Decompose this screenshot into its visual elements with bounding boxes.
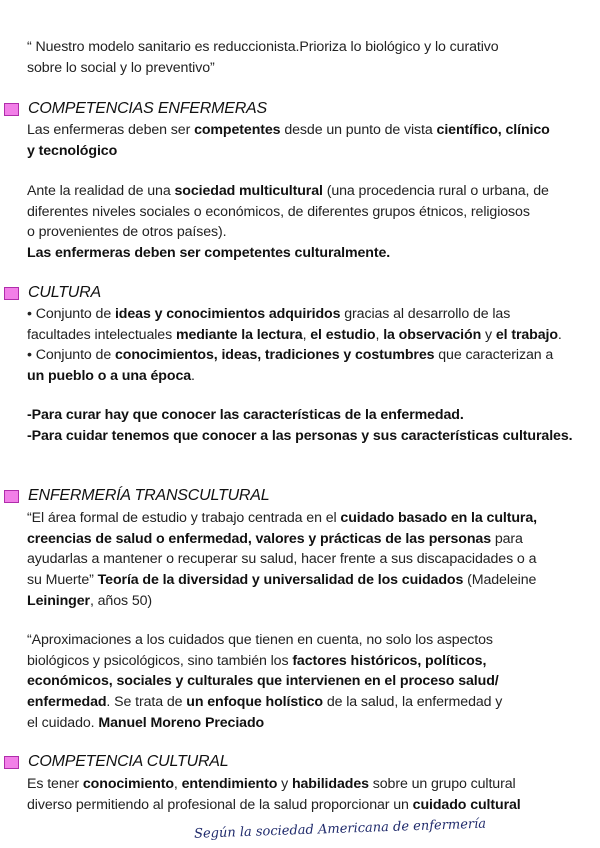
section-title: CULTURA [28, 284, 101, 301]
handwritten-note [190, 812, 530, 846]
section-heading-competencias [4, 99, 267, 119]
section-title: COMPETENCIA CULTURAL [28, 753, 229, 770]
intro-quote: “ Nuestro modelo sanitario es reduccionista.Prioriza lo biológico y lo curativo sobre lo social y lo preventivo” [27, 39, 499, 76]
section-heading-cultura [4, 283, 101, 303]
section-title: COMPETENCIAS ENFERMERAS [28, 100, 267, 117]
highlight-marker-icon [4, 490, 19, 503]
highlight-marker-icon [4, 756, 19, 769]
transcultural-quote-moreno: “Aproximaciones a los cuidados que tienen en cuenta, no solo los aspectos biológicos y psicológicos, sino también los factores históricos, políticos, económicos, sociales y culturales que intervienen en el proceso salud/ enfermedad. Se trata de un enfoque holístico de la salud, la enfermedad y el cuidado. Manuel Moreno Preciado [27, 632, 503, 731]
handwritten-note-text: Según la sociedad Americana de enfermería [193, 816, 487, 842]
section-heading-transcultural [4, 486, 269, 506]
cultura-curar-cuidar: -Para curar hay que conocer las características de la enfermedad. -Para cuidar tenemos que conocer a las personas y sus características culturales. [27, 407, 573, 444]
highlight-marker-icon [4, 287, 19, 300]
transcultural-quote-leininger: “El área formal de estudio y trabajo centrada en el cuidado basado en la cultura, creencias de salud o enfermedad, valores y prácticas de las personas para ayudarlas a mantener o recuperar su salud, hacer frente a sus discapacidades o a su Muerte” Teoría de la diversidad y universalidad de los cuidados (Madeleine Leininger, años 50) [27, 510, 537, 609]
competencias-paragraph-1: Las enfermeras deben ser competentes desde un punto de vista científico, clínico y tecnológico [27, 122, 550, 159]
section-title: ENFERMERÍA TRANSCULTURAL [28, 487, 270, 504]
competencia-cultural-text: Es tener conocimiento, entendimiento y habilidades sobre un grupo cultural diverso permitiendo al profesional de la salud proporcionar un cuidado cultural [27, 776, 521, 813]
competencias-paragraph-2: Ante la realidad de una sociedad multicultural (una procedencia rural o urbana, de diferentes niveles sociales o económicos, de diferentes grupos étnicos, religiosos o provenientes de otros países). Las enfermeras deben ser competentes culturalmente. [27, 183, 549, 262]
cultura-bullets: • Conjunto de ideas y conocimientos adquiridos gracias al desarrollo de las facultades intelectuales mediante la lectura, el estudio, la observación y el trabajo. • Conjunto de conocimientos, ideas, tradiciones y costumbres que caracterizan a un pueblo o a una época. [27, 306, 562, 385]
highlight-marker-icon [4, 103, 19, 116]
section-heading-competencia-cultural [4, 752, 228, 772]
